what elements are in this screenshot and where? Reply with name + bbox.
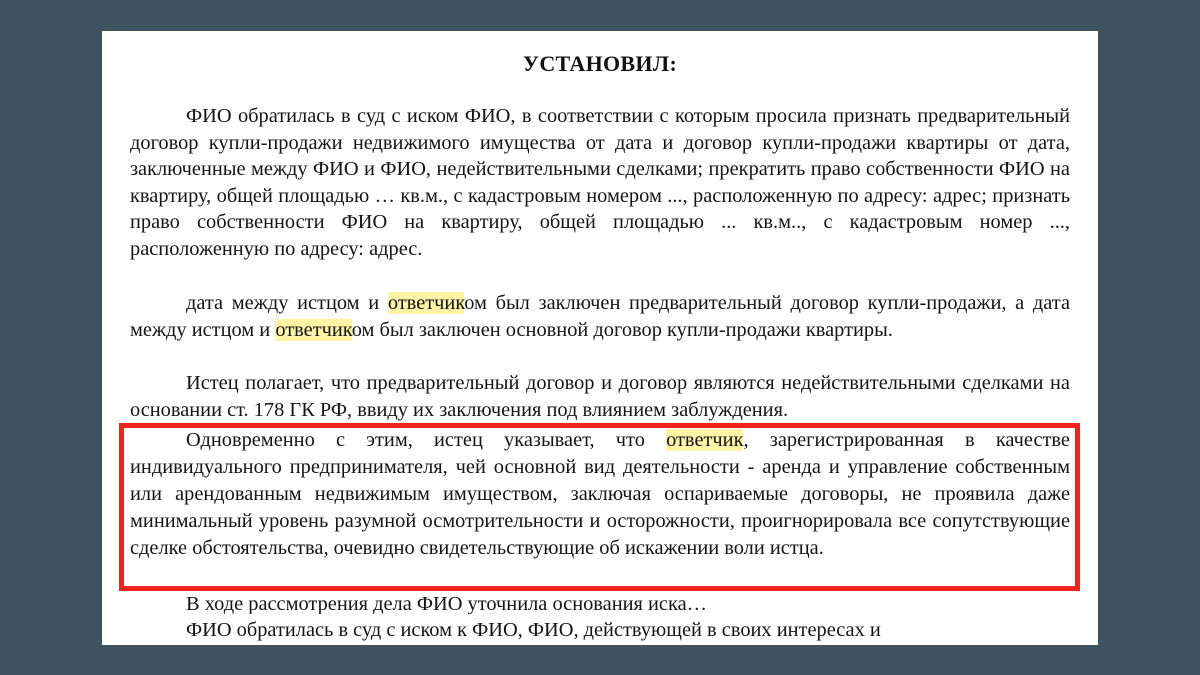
text-span: , зарегистрированная в качестве индивидуального предпринимателя, чей основной вид деятельности - аренда и управление собственным или арендованным недвижимым имуществом, заключая оспариваемые договоры, не проявила даже минимальный уровень разумной осмотрительности и осторожности, проигнорировала все сопутствующие сделке обстоятельства, очевидно свидетельствующие об искажении воли истца. xyxy=(130,429,1070,559)
highlighted-term: ответчик xyxy=(387,292,465,314)
paragraph-next-claim: ФИО обратилась в суд с иском к ФИО, ФИО, действующей в своих интересах и xyxy=(186,619,881,641)
paragraph-claim: ФИО обратилась в суд с иском ФИО, в соответствии с которым просила признать предварительный договор купли-продажи недвижимого имущества от дата и договор купли-продажи квартиры от дата, заключенные между ФИО и ФИО, недействительными сделками; прекратить право собственности ФИО на квартиру, общей площадью … кв.м., с кадастровым номером ..., расположенную по адресу: адрес; признать право собственности ФИО на квартиру, общей площадью ... кв.м.., с кадастровым номер ..., расположенную по адресу: адрес. xyxy=(130,105,1070,260)
text-span: Одновременно с этим, истец указывает, что xyxy=(186,429,667,451)
text-span: ом был заключен основной договор купли-продажи квартиры. xyxy=(351,318,893,341)
paragraph-contracts xyxy=(130,290,1070,343)
section-heading: УСТАНОВИЛ: xyxy=(522,51,678,76)
document-page xyxy=(102,31,1098,645)
paragraph-framed xyxy=(130,427,1070,562)
text-span: ом был заключен предварительный договор купли-продажи, а дата между истцом и xyxy=(130,292,1070,341)
paragraph-clarified-grounds: В ходе рассмотрения дела ФИО уточнила основания иска… xyxy=(186,593,708,614)
text-span: дата между истцом и xyxy=(186,292,388,314)
highlighted-term: ответчик xyxy=(666,429,744,451)
paragraph-plaintiff-position: Истец полагает, что предварительный договор и договор являются недействительными сделками на основании ст. 178 ГК РФ, ввиду их заключения под влиянием заблуждения. xyxy=(130,372,1070,421)
highlighted-term: ответчик xyxy=(275,318,352,341)
